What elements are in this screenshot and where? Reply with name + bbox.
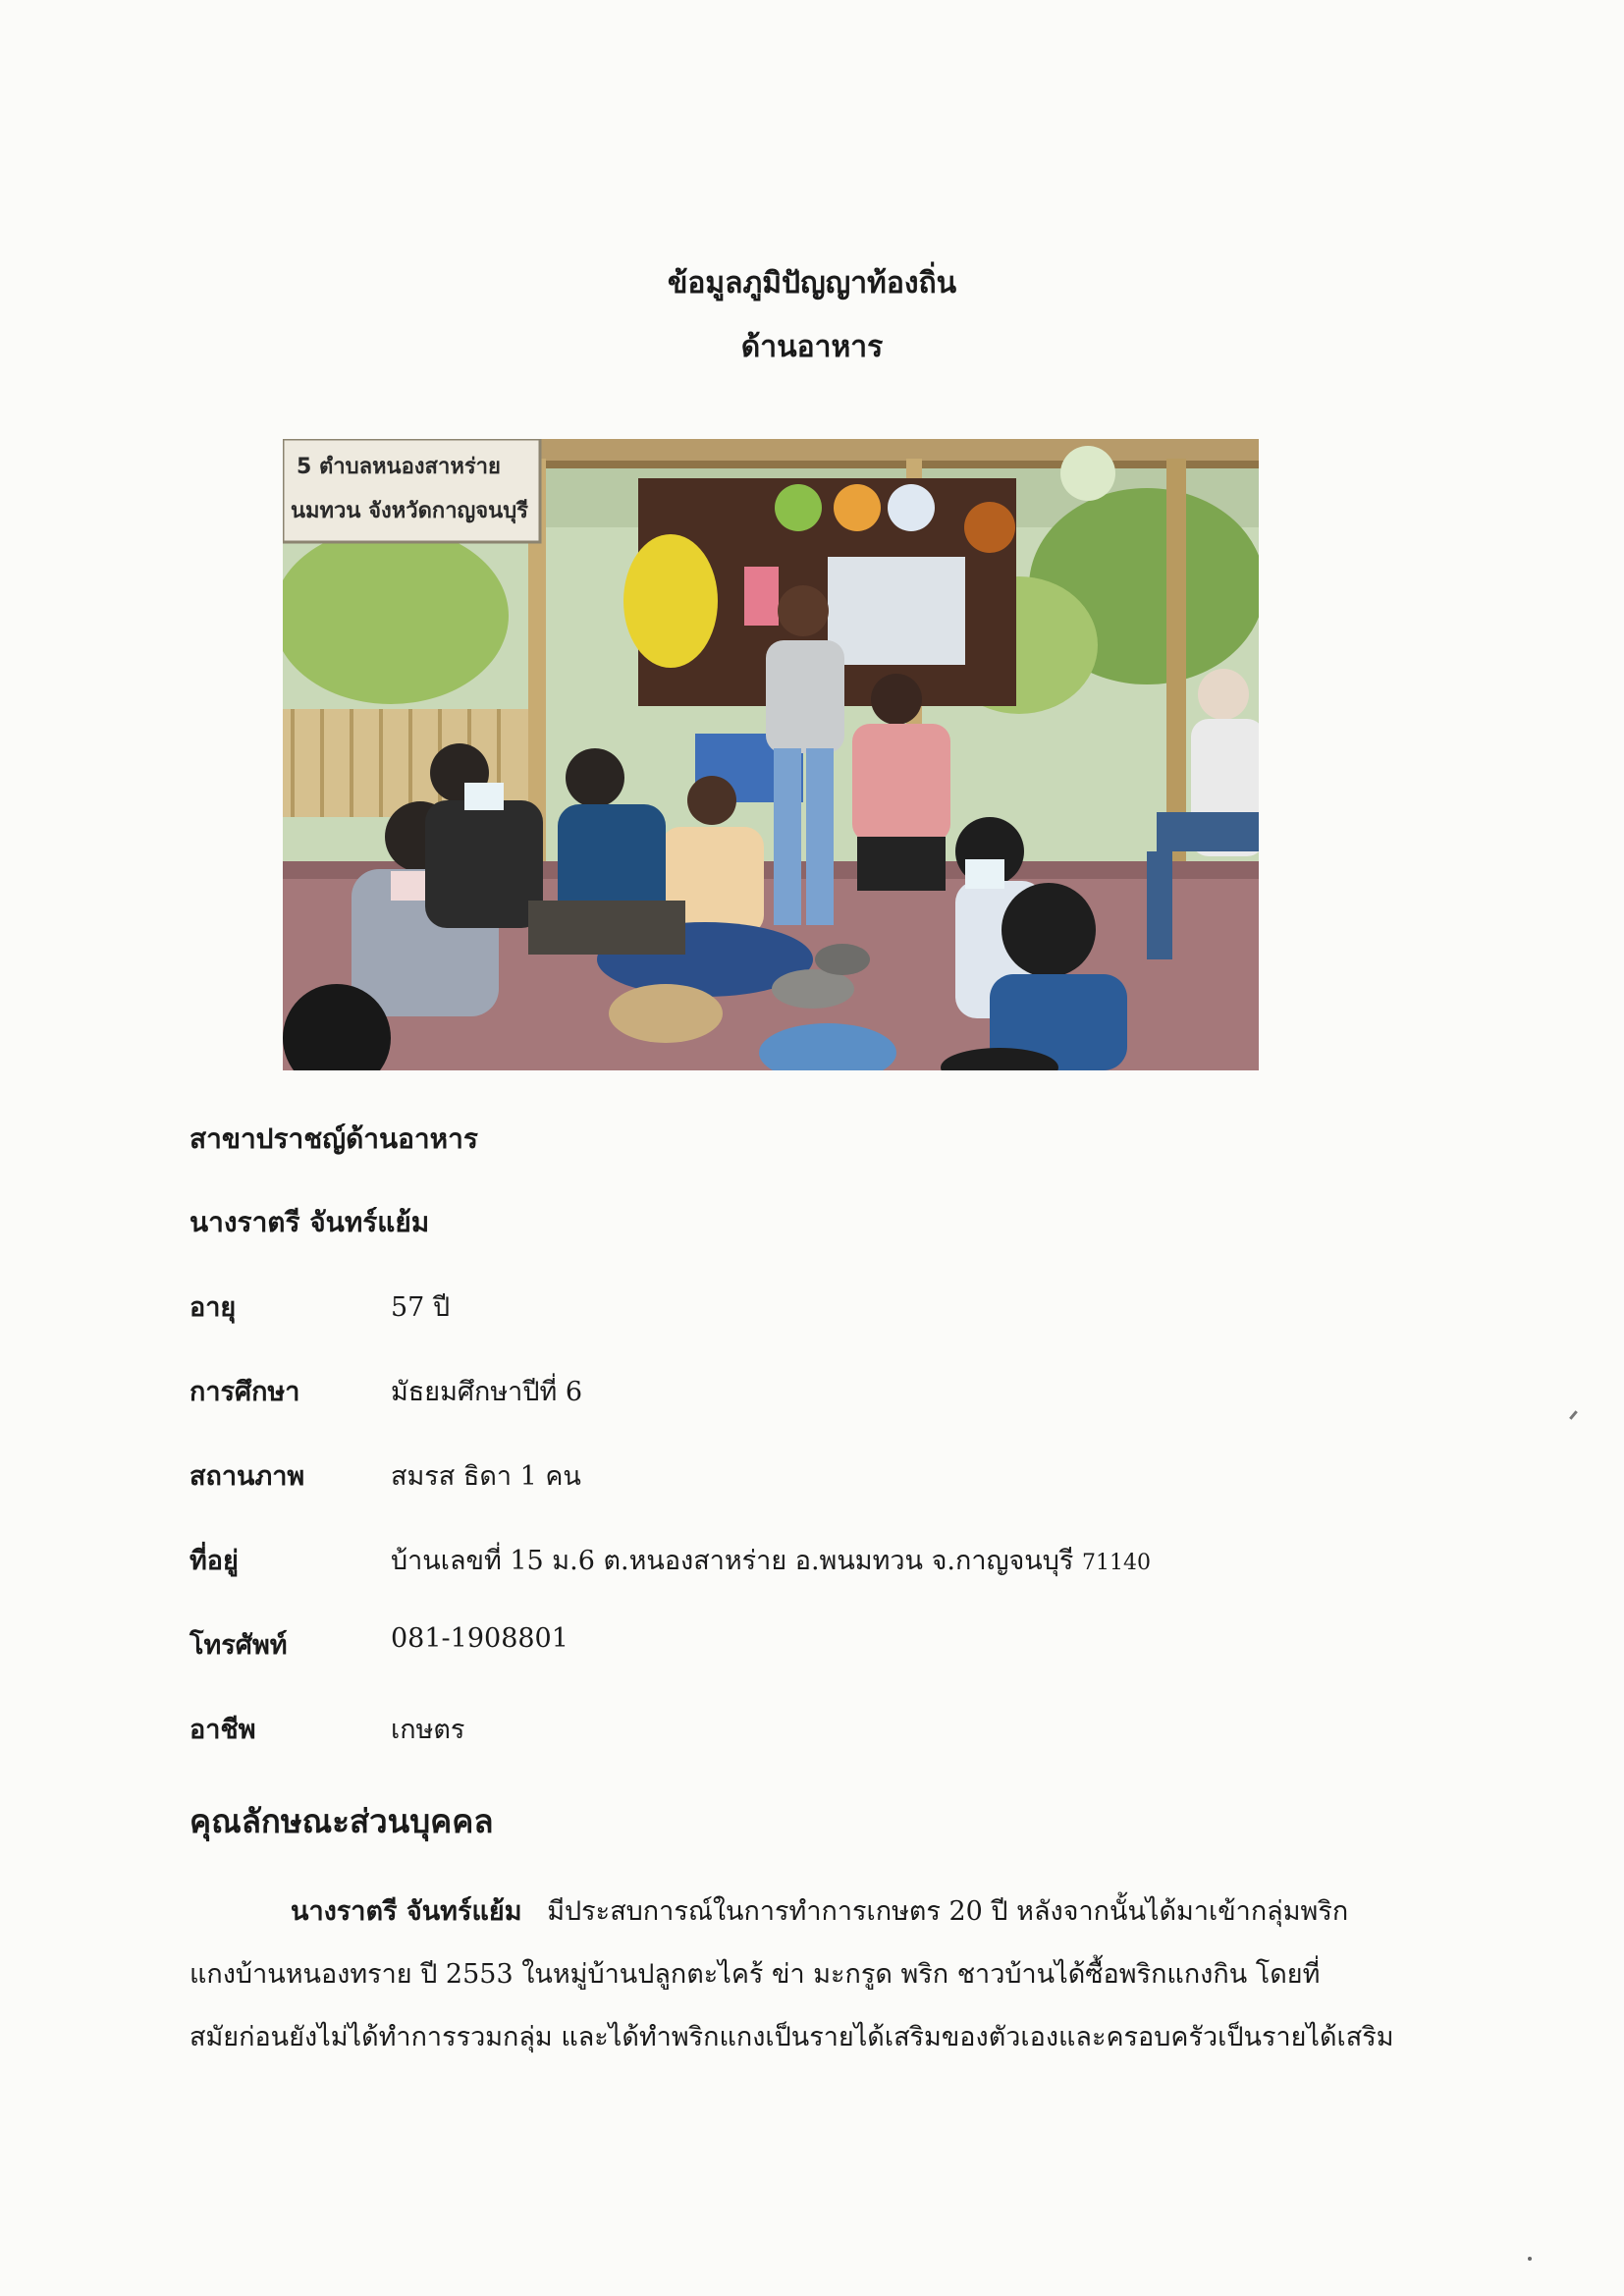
characteristics-heading: คุณลักษณะส่วนบุคคล	[189, 1802, 494, 1840]
field-value	[391, 1539, 1151, 1581]
sign-text-2: นมทวน จังหวัดกาญจนบุรี	[291, 499, 528, 523]
person-name: นางราตรี จันทร์แย้ม	[189, 1206, 430, 1238]
scan-speck	[1569, 1410, 1578, 1420]
field-label: อายุ	[189, 1292, 237, 1323]
field-value: เกษตร	[391, 1715, 465, 1745]
field-value: 57 ปี	[391, 1292, 451, 1323]
branch-heading: สาขาปราชญ์ด้านอาหาร	[189, 1122, 478, 1155]
field-value: มัธยมศึกษาปีที่ 6	[391, 1377, 583, 1407]
paragraph-text: มีประสบการณ์ในการทำการเกษตร 20 ปี หลังจากนั้นได้มาเข้ากลุ่มพริก	[521, 1896, 1349, 1927]
field-label: อาชีพ	[189, 1715, 256, 1745]
postal-code: 71140	[1082, 1551, 1152, 1575]
document-title: ข้อมูลภูมิปัญญาท้องถิ่น	[667, 266, 957, 301]
paragraph-line	[291, 1889, 1348, 1932]
paragraph-line: แกงบ้านหนองทราย ปี 2553 ในหมู่บ้านปลูกตะไคร้ ข่า มะกรูด พริก ชาวบ้านได้ซื้อพริกแกงกิน โดยที่	[189, 1959, 1321, 1990]
address-text: บ้านเลขที่ 15 ม.6 ต.หนองสาหร่าย อ.พนมทวน จ.กาญจนบุรี	[391, 1546, 1074, 1576]
field-value: สมรส ธิดา 1 คน	[391, 1461, 581, 1492]
field-label: การศึกษา	[189, 1377, 300, 1407]
field-label: ที่อยู่	[189, 1546, 239, 1576]
sign-text-1: 5 ตำบลหนองสาหร่าย	[297, 455, 501, 479]
field-value: 081-1908801	[391, 1623, 568, 1654]
field-label: สถานภาพ	[189, 1461, 305, 1492]
scan-dot	[1528, 2257, 1532, 2261]
document-subtitle: ด้านอาหาร	[740, 330, 884, 364]
group-photo	[283, 439, 1259, 1070]
paragraph-line: สมัยก่อนยังไม่ได้ทำการรวมกลุ่ม และได้ทำพริกแกงเป็นรายได้เสริมของตัวเองและครอบครัวเป็นรายได้เสริม	[189, 2022, 1394, 2052]
field-label: โทรศัพท์	[189, 1630, 288, 1661]
paragraph-name: นางราตรี จันทร์แย้ม	[291, 1896, 522, 1927]
